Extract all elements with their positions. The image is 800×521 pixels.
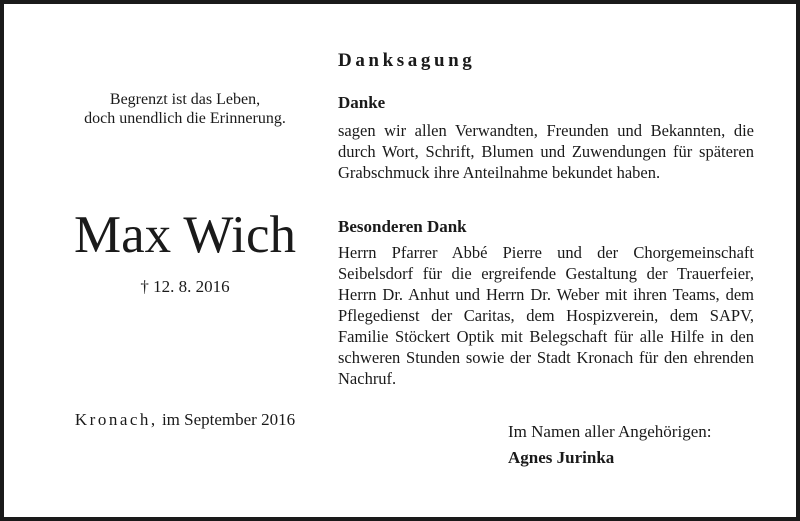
heading-besonderen-dank: Besonderen Dank: [338, 217, 467, 236]
death-date: † 12. 8. 2016: [140, 277, 230, 296]
special-thanks-text: [338, 242, 754, 389]
thanks-text: [338, 120, 754, 183]
deceased-name: Max Wich: [73, 206, 297, 264]
place-name: Kronach,: [74, 410, 158, 429]
special-thanks-paragraph: Herrn Pfarrer Abbé Pierre und der Chorgemeinschaft Seibelsdorf für die ergreifende Gestaltung der Trauerfeier, Herrn Dr. Anhut und Herrn Dr. Weber mit ihren Teams, dem Pflegedienst der Caritas, dem Hospizverein, dem SAPV, Familie Stöckert Optik mit Belegschaft für alle Hilfe in den schweren Stunden sowie der Stadt Kronach für den ehrenden Nachruf.: [338, 243, 754, 388]
signature-block: [508, 422, 711, 468]
place-date: im September 2016: [161, 410, 296, 429]
heading-danke: Danke: [338, 93, 386, 112]
signature-line: Im Namen aller Angehörigen:: [508, 422, 712, 441]
signature-name: Agnes Jurinka: [508, 448, 615, 467]
thanks-paragraph: sagen wir allen Verwandten, Freunden und Bekannten, die durch Wort, Schrift, Blumen und Zuwendungen für späteren Grabschmuck ihre Anteilnahme bekundet haben.: [338, 121, 754, 182]
motto: [40, 90, 330, 128]
place-and-date: [40, 410, 330, 430]
notice-title: Danksagung: [338, 50, 476, 71]
motto-line-2: doch unendlich die Erinnerung.: [84, 110, 286, 127]
motto-line-1: Begrenzt ist das Leben,: [109, 91, 261, 108]
